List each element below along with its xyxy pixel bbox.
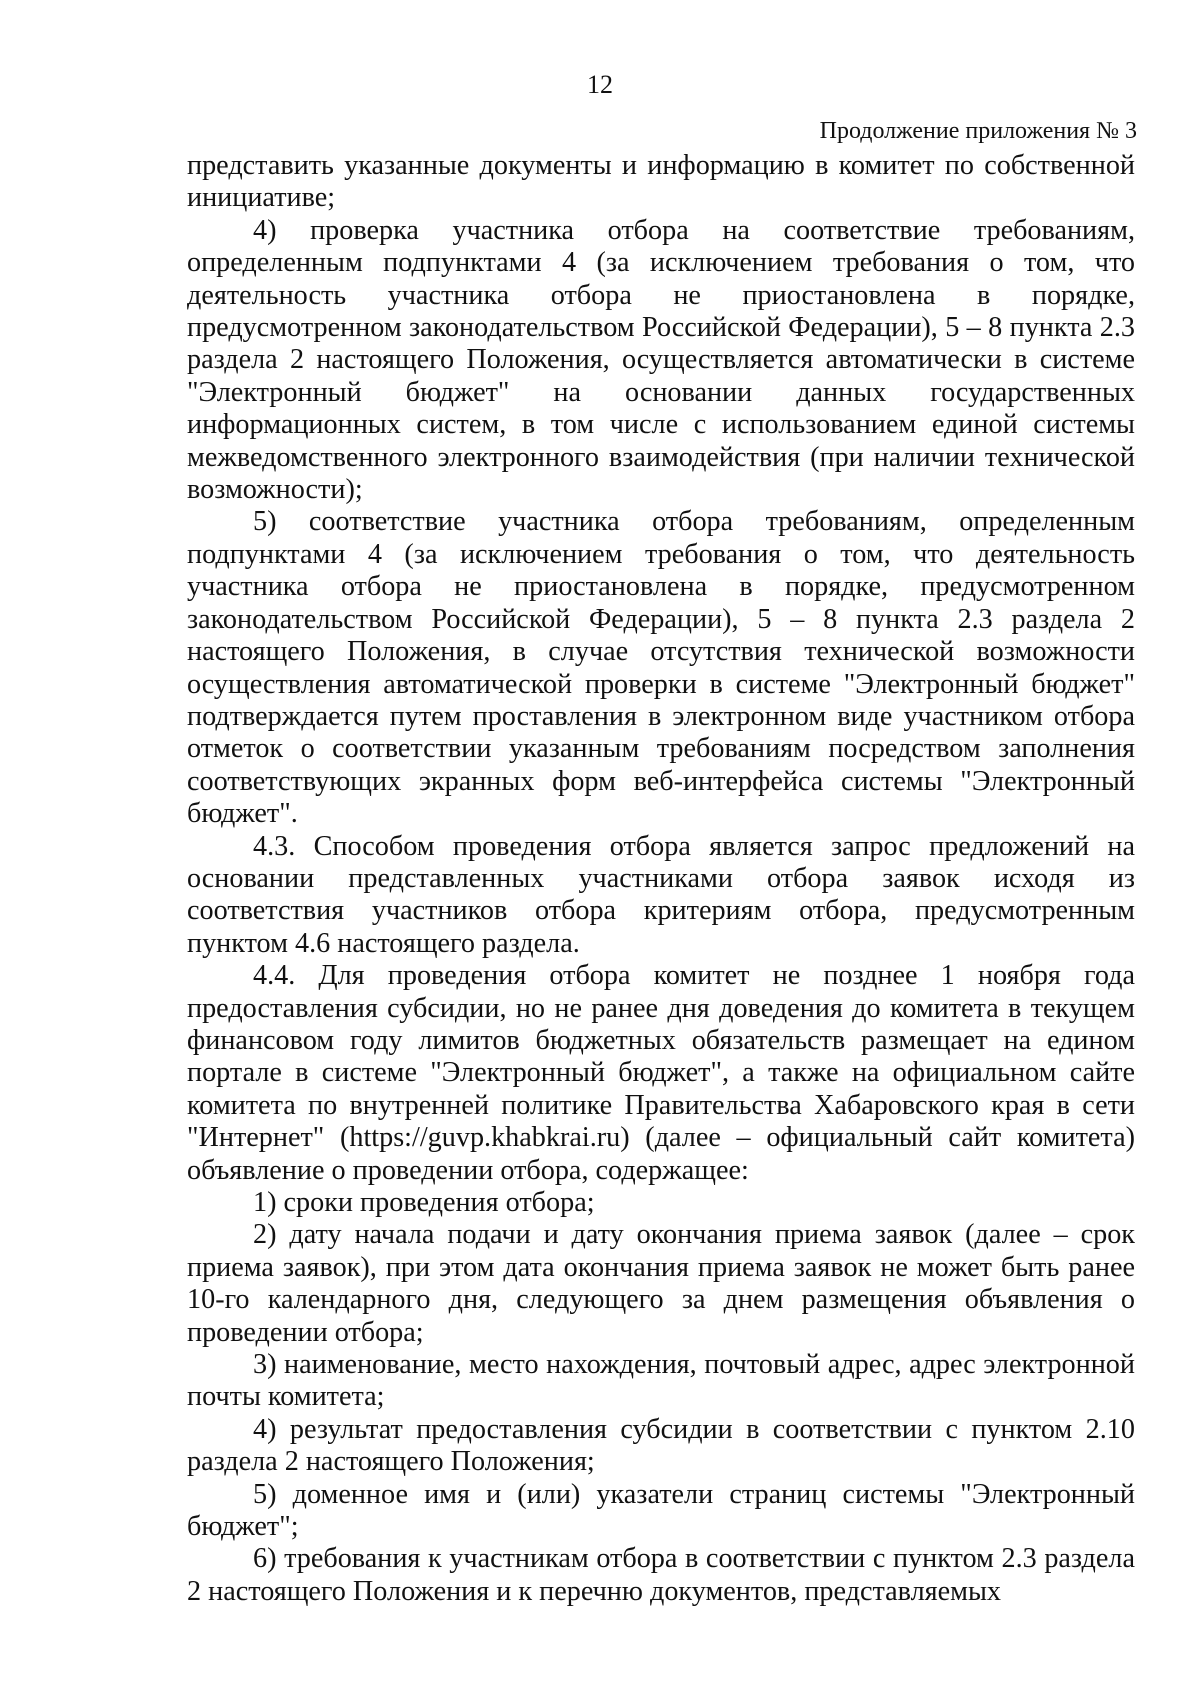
list-item-1-terms: 1) сроки проведения отбора; (253, 1187, 595, 1218)
list-item-4-result: 4) результат предоставления субсидии в соответствии с пунктом 2.10 раздела 2 настоящего Положения; (187, 1413, 1135, 1478)
list-item-3-contacts: 3) наименование, место нахождения, почтовый адрес, адрес электронной почты комитета; (187, 1349, 1135, 1413)
paragraph-continuation: представить указанные документы и информацию в комитет по собственной инициативе; (187, 150, 1135, 214)
list-item-6-requirements: 6) требования к участникам отбора в соответствии с пунктом 2.3 раздела 2 настоящего Положения и к перечню документов, представляемых (187, 1543, 1135, 1607)
list-item-5-domain: 5) доменное имя и (или) указатели страниц системы "Электронный бюджет"; (187, 1478, 1135, 1543)
paragraph-item-4-automatic-check: 4) проверка участника отбора на соответствие требованиям, определенным подпунктами 4 (за исключением требования о том, что деятельность участника отбора не приостановлена в порядке, предусмотренном законодательством Российской Федерации), 5 – 8 пункта 2.3 раздела 2 настоящего Положения, осуществляется автоматически в системе "Электронный бюджет" на основании данных государственных информационных систем, в том числе с использованием единой системы межведомственного электронного взаимодействия (при наличии технической возможности); (187, 214, 1135, 506)
page-number: 12 (587, 70, 613, 99)
list-item-2-dates: 2) дату начала подачи и дату окончания приема заявок (далее – срок приема заявок), при этом дата окончания приема заявок не может быть ранее 10-го календарного дня, следующего за днем размещения объявления о проведении отбора; (187, 1219, 1135, 1348)
document-body (187, 150, 1135, 1608)
appendix-continuation-label: Продолжение приложения № 3 (819, 118, 1137, 144)
paragraph-4-4-announcement: 4.4. Для проведения отбора комитет не позднее 1 ноября года предоставления субсидии, но не ранее дня доведения до комитета в текущем финансовом году лимитов бюджетных обязательств размещает на едином портале в системе "Электронный бюджет", а также на официальном сайте комитета по внутренней политике Правительства Хабаровского края в сети "Интернет" (https://guvp.khabkrai.ru) (далее – официальный сайт комитета) объявление о проведении отбора, содержащее: (187, 960, 1135, 1186)
paragraph-4-3-selection-method: 4.3. Способом проведения отбора является запрос предложений на основании представленных участниками отбора заявок исходя из соответствия участников отбора критериям отбора, предусмотренным пунктом 4.6 настоящего раздела. (187, 830, 1135, 959)
paragraph-item-5-compliance: 5) соответствие участника отбора требованиям, определенным подпунктами 4 (за исключением требования о том, что деятельность участника отбора не приостановлена в порядке, предусмотренном законодательством Российской Федерации), 5 – 8 пункта 2.3 раздела 2 настоящего Положения, в случае отсутствия технической возможности осуществления автоматической проверки в системе "Электронный бюджет" подтверждается путем проставления в электронном виде участником отбора отметок о соответствии указанным требованиям посредством заполнения соответствующих экранных форм веб-интерфейса системы "Электронный бюджет". (187, 506, 1135, 830)
